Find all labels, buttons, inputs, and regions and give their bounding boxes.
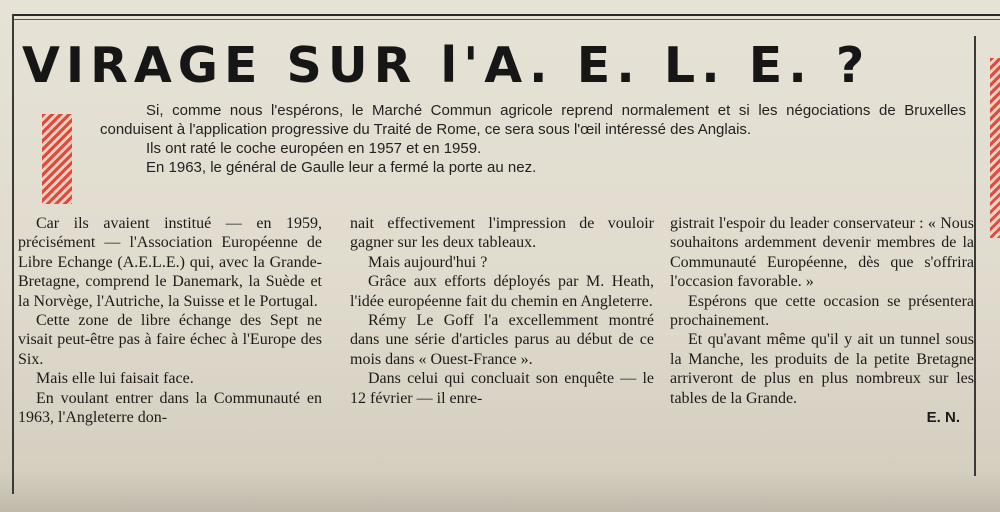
paragraph: gistrait l'espoir du leader conservateur : « Nous souhaitons ardemment devenir membres de la Communauté Européenne, dès que s'offrira l'occasion favorable. » [670,215,974,291]
column-3 [670,214,974,427]
lede-hatch-ornament [42,114,72,204]
headline: VIRAGE SUR l'A. E. L. E. ? [22,37,871,94]
paragraph: Dans celui qui concluait son enquête — le 12 février — il enre- [350,370,654,407]
top-rule [14,14,1000,16]
right-rule [974,36,976,476]
lede-paragraph: Ils ont raté le coche européen en 1957 et en 1959. [146,140,482,157]
author-signature: E. N. [926,409,960,427]
lede-paragraph: En 1963, le général de Gaulle leur a fermé la porte au nez. [146,159,537,176]
lede-paragraph: Si, comme nous l'espérons, le Marché Commun agricole reprend normalement et si les négociations de Bruxelles conduisent à l'application progressive du Traité de Rome, ce sera sous l'œil intéressé des Anglais. [100,102,966,138]
column-2 [350,214,654,408]
paper-shade [0,472,1000,512]
paragraph: Grâce aux efforts déployés par M. Heath, l'idée européenne fait du chemin en Angleterre. [350,273,654,310]
edge-hatch-ornament [990,58,1000,238]
column-1 [18,214,322,427]
paragraph: Cette zone de libre échange des Sept ne visait peut-être pas à faire échec à l'Europe des Six. [18,312,322,368]
paragraph: Mais elle lui faisait face. [36,370,194,388]
paragraph: Mais aujourd'hui ? [368,253,488,271]
top-rule-thin [14,19,1000,20]
paragraph: Et qu'avant même qu'il y ait un tunnel sous la Manche, les produits de la petite Bretagne arriveront de plus en plus nombreux sur les tables de la Grande. [670,331,974,407]
paragraph: Espérons que cette occasion se présentera prochainement. [670,292,974,330]
paragraph: Car ils avaient institué — en 1959, précisément — l'Association Européenne de Libre Echange (A.E.L.E.) qui, avec la Grande-Bretagne, comprend le Danemark, la Suède et la Norvège, l'Autriche, la Suisse et le Portugal. [18,215,322,310]
left-rule [12,14,14,494]
paragraph: En voulant entrer dans la Communauté en 1963, l'Angleterre don- [18,389,322,427]
paragraph: nait effectivement l'impression de vouloir gagner sur les deux tableaux. [350,215,654,252]
paragraph: Rémy Le Goff l'a excellemment montré dans une série d'articles parus au début de ce mois dans « Ouest-France ». [350,312,654,368]
lede [100,101,966,177]
